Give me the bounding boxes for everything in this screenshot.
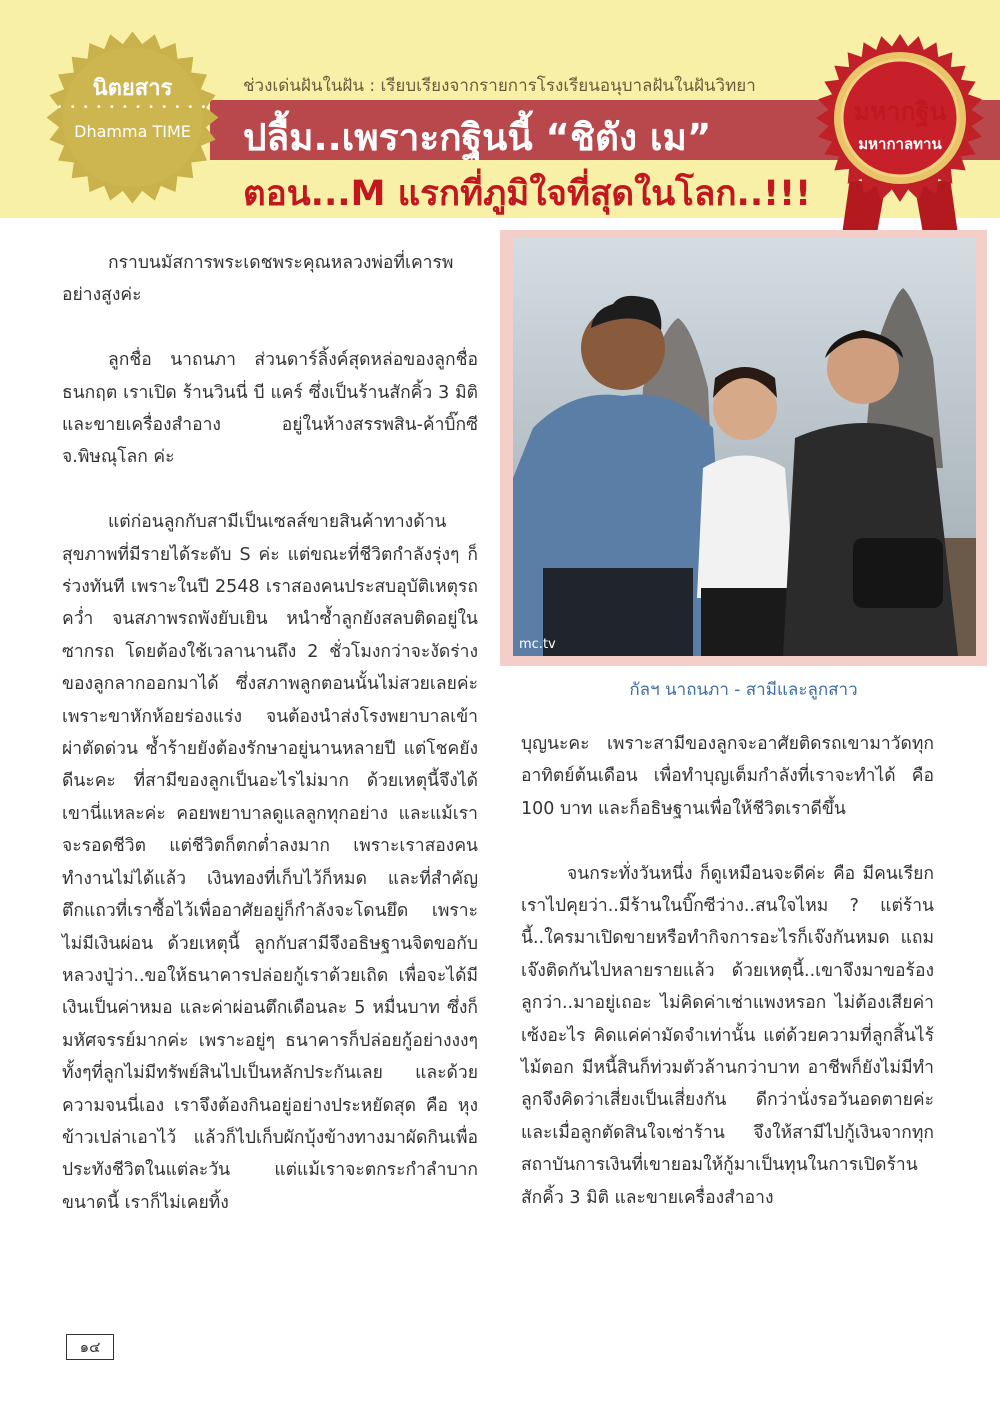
badge-subtitle: Dhamma TIME [74,122,191,141]
article-left-column [62,247,478,1219]
page-number: ๑๔ [66,1334,114,1360]
badge-title: นิตยสาร [92,76,173,101]
starburst-seal-icon [45,30,220,205]
family-photo-image [513,238,976,656]
intro-paragraph: ลูกชื่อ นาถนภา ส่วนดาร์ลิ้งค์สุดหล่อของลูกชื่อ ธนกฤต เราเปิด ร้านวินนี่ บี แคร์ ซึ่งเป็นร้านสักคิ้ว 3 มิติและขายเครื่องสำอาง อยู่ในห้างสรรพสิน-ค้าบิ๊กซี จ.พิษณุโลก ค่ะ [62,350,478,468]
turning-point-paragraph: จนกระทั่งวันหนึ่ง ก็ดูเหมือนจะดีค่ะ คือ มีคนเรียกเราไปคุยว่า..มีร้านในบิ๊กซีว่าง..สนใจไหม ? แต่ร้านนี้..ใครมาเปิดขายหรือทำกิจการอะไรก็เจ๊งกันหมด แถมเจ๊งติดกันไปหลายรายแล้ว ด้วยเหตุนี้..เขาจึงมาขอร้องลูกว่า..มาอยู่เถอะ ไม่คิดค่าเช่าแพงหรอก ไม่ต้องเสียค่าเซ้งอะไร คิดแค่ค่ามัดจำเท่านั้น แต่ด้วยความที่ลูกสิ้นไร้ไม้ตอก มีหนี้สินก็ท่วมตัวล้านกว่าบาท อาชีพก็ยังไม่มีทำ ลูกจึงคิดว่าเสี่ยงเป็นเสี่ยงกัน ดีกว่านั่งรอวันอดตายค่ะ และเมื่อลูกตัดสินใจเช่าร้าน จึงให้สามีไปกู้เงินจากทุกสถาบันการเงินที่เขายอมให้กู้มาเป็นทุนในการเปิดร้านสักคิ้ว 3 มิติ และขายเครื่องสำอาง [521,863,934,1208]
article-subtitle: ช่วงเด่นฝันในฝัน : เรียบเรียงจากรายการโรงเรียนอนุบาลฝันในฝันวิทยา [243,76,756,96]
continuation-paragraph: บุญนะคะ เพราะสามีของลูกจะอาศัยติดรถเขามาวัดทุกอาทิตย์ต้นเดือน เพื่อทำบุญเต็มกำลังที่เราจะทำได้ คือ 100 บาท และก็อธิษฐานเพื่อให้ชีวิตเราดีขึ้น [521,734,934,819]
article-title-episode: ตอน...M แรกที่ภูมิใจที่สุดในโลก..!!! [243,174,812,214]
rosette-title: มหากฐิน [853,97,947,126]
article-right-column [521,728,934,1214]
story-paragraph: แต่ก่อนลูกกับสามีเป็นเซลส์ขายสินค้าทางด้านสุขภาพที่มีรายได้ระดับ S ค่ะ แต่ขณะที่ชีวิตกำลังรุ่งๆ ก็ร่วงทันที เพราะในปี 2548 เราสองคนประสบอุบัติเหตุรถคว่ำ จนสภาพรถพังยับเยิน หนำซ้ำลูกยังสลบติดอยู่ในซากรถ โดยต้องใช้เวลานานถึง 2 ชั่วโมงกว่าจะงัดร่างของลูกลากออกมาได้ ซึ่งสภาพลูกตอนนั้นไม่สวยเลยค่ะ เพราะขาหักห้อยร่องแร่ง จนต้องนำส่งโรงพยาบาลเข้าผ่าตัดด่วน ซ้ำร้ายยังต้องรักษาอยู่นานหลายปี แต่โชคยังดีนะคะ ที่สามีของลูกเป็นอะไรไม่มาก ด้วยเหตุนี้จึงได้เขานี่แหละค่ะ คอยพยาบาลดูแลลูกทุกอย่าง และแม้เราจะรอดชีวิต แต่ชีวิตก็ตกต่ำลงมาก เพราะเราสองคนทำงานไม่ได้แล้ว เงินทองที่เก็บไว้ก็หมด และที่สำคัญตึกแถวที่เราซื้อไว้เพื่ออาศัยอยู่ก็กำลังจะโดนยึด เพราะไม่มีเงินผ่อน ด้วยเหตุนี้ ลูกกับสามีจึงอธิษฐานจิตขอกับหลวงปู่ว่า..ขอให้ธนาคารปล่อยกู้เราด้วยเถิด เพื่อจะได้มีเงินเป็นค่าหมอ และค่าผ่อนตึกเดือนละ 5 หมื่นบาท ซึ่งก็มหัศจรรย์มากค่ะ เพราะอยู่ๆ ธนาคารก็ปล่อยกู้อย่างงงๆ ทั้งๆที่ลูกไม่มีทรัพย์สินไปเป็นหลักประกันเลย และด้วยความจนนี่เอง เราจึงต้องกินอยู่อย่างประหยัดสุด คือ หุงข้าวเปล่าเอาไว้ แล้วก็ไปเก็บผักบุ้งข้างทางมาผัดกินเพื่อประทังชีวิตในแต่ละวัน แต่แม้เราจะตกระกำลำบากขนาดนี้ เราก็ไม่เคยทิ้ง [62,512,478,1213]
article-title: ปลื้ม..เพราะกฐินนี้ “ชิตัง เม” [243,116,712,159]
rosette-subtitle: มหากาลทาน [858,135,942,153]
greeting-paragraph: กราบนมัสการพระเดชพระคุณหลวงพ่อที่เคารพอย่างสูงค่ะ [62,253,454,306]
family-photo [513,238,976,656]
magazine-badge [45,30,220,205]
badge-divider: • • • • • • • • • • • • [56,102,209,113]
photo-caption: กัลฯ นาถนภา - สามีและลูกสาว [629,680,858,700]
photo-watermark: mc.tv [519,637,556,652]
